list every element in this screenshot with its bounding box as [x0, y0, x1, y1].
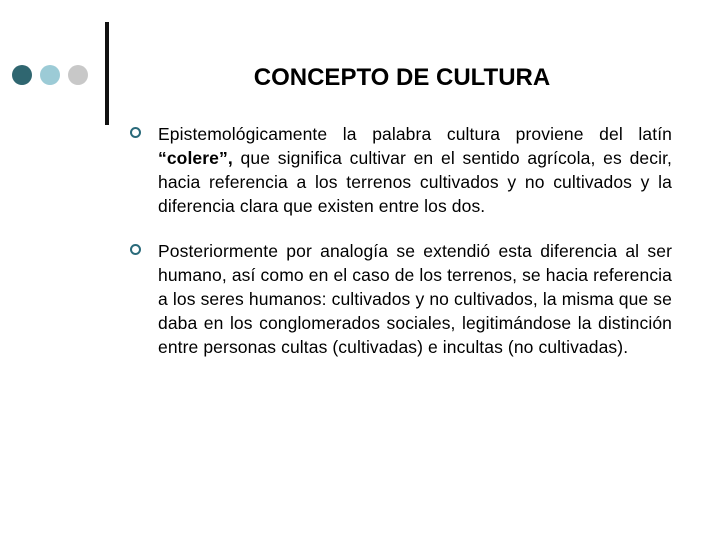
bullet-text-part: Epistemológicamente la palabra cultura proviene del latín — [158, 124, 672, 144]
bullet-text-bold: “colere”, — [158, 148, 233, 168]
bullet-item — [130, 239, 672, 359]
slide-title: CONCEPTO DE CULTURA — [253, 64, 551, 91]
decorative-dot-light — [40, 65, 60, 85]
bullet-item — [130, 122, 672, 218]
bullet-text — [158, 122, 672, 218]
bullet-text-part: que significa cultivar en el sentido agrícola, es decir, hacia referencia a los terrenos cultivados y no cultivados y la diferencia clara que existen entre los dos. — [158, 148, 672, 216]
decorative-vertical-rule — [105, 22, 109, 125]
bullet-text — [158, 239, 672, 359]
bullet-ring-icon — [130, 244, 141, 255]
bullet-text-part: Posteriormente por analogía se extendió esta diferencia al ser humano, así como en el caso de los terrenos, se hacia referencia a los seres humanos: cultivados y no cultivados, la misma que se daba en los conglomerados sociales, legitimándose la distinción entre personas cultas (cultivadas) e incultas (no cultivadas). — [158, 241, 672, 357]
bullet-ring-icon — [130, 127, 141, 138]
decorative-dot-grey — [68, 65, 88, 85]
bullet-list — [130, 122, 672, 380]
decorative-dot-dark — [12, 65, 32, 85]
